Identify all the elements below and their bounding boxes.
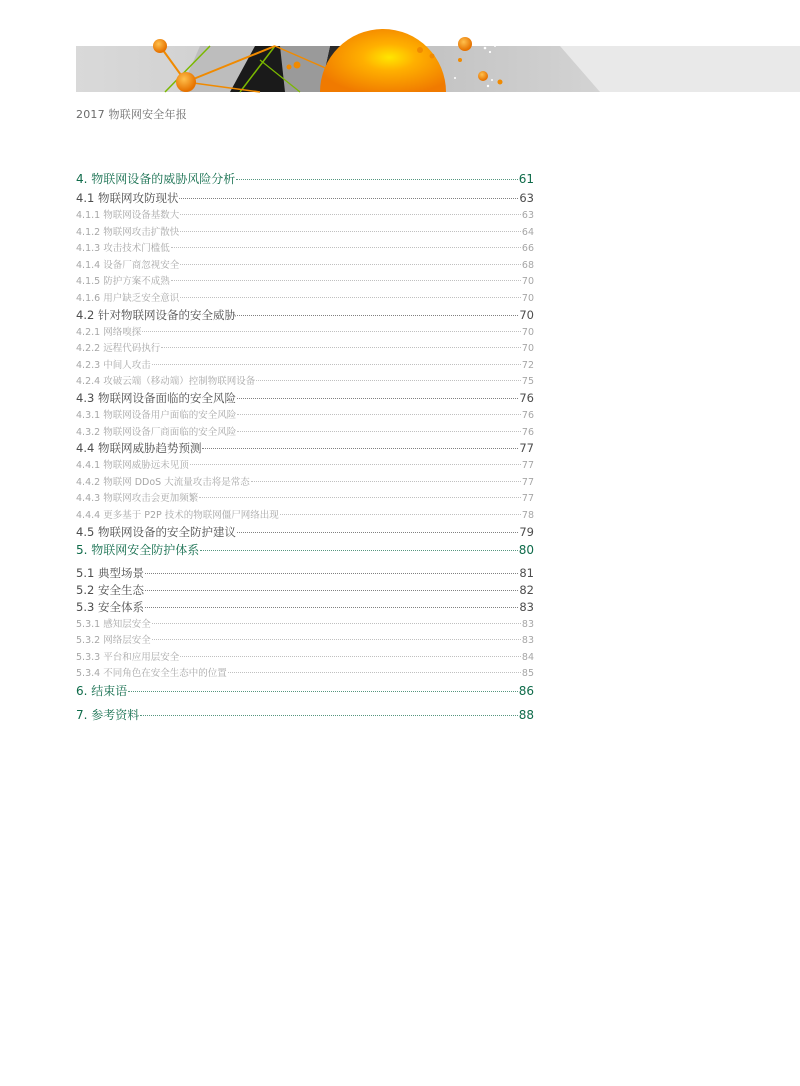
toc-entry-title: 5.3.4 不同角色在安全生态中的位置 [76, 668, 227, 680]
toc-entry-level-3[interactable] [76, 290, 534, 307]
toc-page-number: 70 [521, 343, 534, 355]
toc-dot-leader [280, 514, 521, 515]
toc-dot-leader [152, 623, 521, 624]
toc-page-number: 77 [521, 460, 534, 472]
toc-entry-level-3[interactable] [76, 224, 534, 241]
toc-page-number: 75 [521, 376, 534, 388]
toc-dot-leader [180, 297, 521, 298]
toc-entry-title: 4.3.1 物联网设备用户面临的安全风险 [76, 409, 237, 421]
toc-entry-title: 4.1.4 设备厂商忽视安全 [76, 259, 180, 271]
toc-page-number: 68 [521, 259, 534, 271]
toc-entry-level-2[interactable] [76, 524, 534, 541]
toc-dot-leader [237, 414, 521, 415]
toc-page-number: 88 [518, 707, 534, 722]
toc-entry-level-1[interactable] [76, 541, 534, 565]
toc-entry-title: 4.1.6 用户缺乏安全意识 [76, 292, 180, 304]
toc-page-number: 78 [521, 509, 534, 521]
toc-dot-leader [190, 464, 521, 465]
toc-page-number: 70 [521, 292, 534, 304]
toc-entry-level-2[interactable] [76, 565, 534, 582]
toc-entry-title: 4.4.4 更多基于 P2P 技术的物联网僵尸网络出现 [76, 509, 279, 521]
toc-dot-leader [251, 481, 521, 482]
toc-entry-title: 4.2.2 远程代码执行 [76, 343, 161, 355]
toc-entry-level-3[interactable] [76, 373, 534, 390]
toc-dot-leader [202, 448, 518, 449]
toc-dot-leader [140, 715, 517, 716]
toc-page-number: 81 [519, 565, 534, 580]
toc-entry-title: 4.1.2 物联网攻击扩散快 [76, 226, 180, 238]
toc-page-number: 76 [521, 426, 534, 438]
toc-entry-level-1[interactable] [76, 170, 534, 190]
toc-dot-leader [161, 347, 521, 348]
toc-page-number: 86 [518, 683, 534, 698]
toc-page-number: 70 [519, 307, 534, 322]
toc-entry-title: 7. 参考资料 [76, 707, 140, 722]
toc-entry-level-3[interactable] [76, 457, 534, 474]
toc-page-number: 79 [519, 524, 534, 539]
toc-entry-level-3[interactable] [76, 507, 534, 524]
toc-dot-leader [199, 497, 521, 498]
toc-entry-level-2[interactable] [76, 307, 534, 324]
toc-entry-level-3[interactable] [76, 257, 534, 274]
toc-entry-title: 4.1 物联网攻防现状 [76, 191, 179, 205]
toc-dot-leader [145, 573, 518, 574]
toc-dot-leader [237, 431, 521, 432]
toc-dot-leader [145, 590, 518, 591]
toc-page-number: 63 [519, 191, 534, 205]
toc-entry-level-3[interactable] [76, 490, 534, 507]
toc-page-number: 72 [521, 359, 534, 371]
header-banner-graphic [0, 0, 800, 96]
toc-entry-title: 5.3.3 平台和应用层安全 [76, 651, 180, 663]
toc-entry-level-3[interactable] [76, 474, 534, 491]
toc-entry-level-2[interactable] [76, 440, 534, 457]
toc-entry-level-3[interactable] [76, 407, 534, 424]
toc-entry-level-2[interactable] [76, 190, 534, 207]
toc-entry-level-3[interactable] [76, 649, 534, 666]
toc-entry-level-3[interactable] [76, 616, 534, 633]
toc-entry-title: 5.2 安全生态 [76, 582, 144, 597]
toc-entry-level-3[interactable] [76, 632, 534, 649]
table-of-contents [76, 170, 534, 730]
toc-entry-title: 5.3.2 网络层安全 [76, 635, 151, 647]
toc-page-number: 85 [521, 668, 534, 680]
toc-page-number: 83 [521, 618, 534, 630]
toc-dot-leader [237, 532, 518, 533]
toc-entry-level-3[interactable] [76, 240, 534, 257]
toc-page-number: 77 [521, 493, 534, 505]
toc-dot-leader [180, 656, 521, 657]
toc-dot-leader [152, 639, 521, 640]
toc-entry-level-3[interactable] [76, 207, 534, 224]
toc-dot-leader [145, 607, 518, 608]
toc-dot-leader [200, 550, 517, 551]
toc-entry-title: 4.1.3 攻击技术门槛低 [76, 243, 170, 255]
toc-entry-title: 4.4.2 物联网 DDoS 大流量攻击将是常态 [76, 476, 250, 488]
toc-dot-leader [152, 364, 521, 365]
toc-entry-title: 4.2.4 攻破云端（移动端）控制物联网设备 [76, 376, 256, 388]
toc-entry-title: 4.3.2 物联网设备厂商面临的安全风险 [76, 426, 237, 438]
toc-entry-title: 5.3 安全体系 [76, 599, 144, 614]
toc-entry-level-3[interactable] [76, 340, 534, 357]
toc-page-number: 70 [521, 276, 534, 288]
toc-entry-title: 4.4.1 物联网威胁远未见顶 [76, 460, 189, 472]
toc-page-number: 76 [521, 409, 534, 421]
toc-dot-leader [237, 315, 518, 316]
toc-entry-level-1[interactable] [76, 682, 534, 706]
toc-dot-leader [256, 380, 521, 381]
toc-entry-title: 4.4 物联网威胁趋势预测 [76, 441, 202, 456]
toc-page-number: 70 [521, 326, 534, 338]
toc-entry-title: 5.1 典型场景 [76, 565, 144, 580]
toc-page-number: 83 [521, 635, 534, 647]
toc-dot-leader [180, 264, 521, 265]
toc-page-number: 77 [521, 476, 534, 488]
toc-page-number: 76 [519, 390, 534, 405]
toc-page-number: 63 [521, 210, 534, 221]
toc-entry-level-2[interactable] [76, 599, 534, 616]
toc-entry-title: 4.2.1 网络嗅探 [76, 326, 142, 338]
toc-entry-title: 4. 物联网设备的威胁风险分析 [76, 172, 236, 186]
toc-page-number: 77 [519, 441, 534, 456]
toc-page-number: 83 [519, 599, 534, 614]
toc-entry-level-3[interactable] [76, 665, 534, 682]
toc-page-number: 64 [521, 226, 534, 238]
toc-entry-title: 5. 物联网安全防护体系 [76, 542, 200, 557]
toc-entry-title: 4.1.1 物联网设备基数大 [76, 210, 180, 221]
toc-entry-title: 4.4.3 物联网攻击会更加频繁 [76, 493, 199, 505]
toc-dot-leader [180, 214, 521, 215]
toc-entry-level-2[interactable] [76, 582, 534, 599]
toc-dot-leader [228, 672, 521, 673]
toc-page-number: 80 [518, 542, 534, 557]
toc-entry-title: 6. 结束语 [76, 683, 128, 698]
toc-dot-leader [128, 691, 517, 692]
toc-dot-leader [237, 398, 518, 399]
toc-entry-level-3[interactable] [76, 324, 534, 341]
report-title: 2017 物联网安全年报 [76, 108, 187, 121]
toc-entry-title: 4.3 物联网设备面临的安全风险 [76, 390, 236, 405]
toc-dot-leader [142, 331, 521, 332]
toc-dot-leader [180, 231, 521, 232]
toc-entry-level-3[interactable] [76, 424, 534, 441]
toc-entry-title: 4.2 针对物联网设备的安全威胁 [76, 307, 236, 322]
toc-entry-level-2[interactable] [76, 390, 534, 407]
toc-entry-level-3[interactable] [76, 273, 534, 290]
toc-dot-leader [179, 198, 518, 199]
toc-dot-leader [236, 179, 517, 180]
toc-dot-leader [171, 280, 521, 281]
toc-entry-title: 4.2.3 中间人攻击 [76, 359, 151, 371]
toc-entry-level-1[interactable] [76, 706, 534, 730]
toc-entry-title: 4.1.5 防护方案不成熟 [76, 276, 170, 288]
toc-page-number: 82 [519, 582, 534, 597]
toc-entry-title: 4.5 物联网设备的安全防护建议 [76, 524, 236, 539]
toc-entry-title: 5.3.1 感知层安全 [76, 618, 151, 630]
toc-page-number: 61 [518, 172, 534, 186]
toc-entry-level-3[interactable] [76, 357, 534, 374]
toc-dot-leader [171, 247, 521, 248]
toc-page-number: 84 [521, 651, 534, 663]
toc-page-number: 66 [521, 243, 534, 255]
